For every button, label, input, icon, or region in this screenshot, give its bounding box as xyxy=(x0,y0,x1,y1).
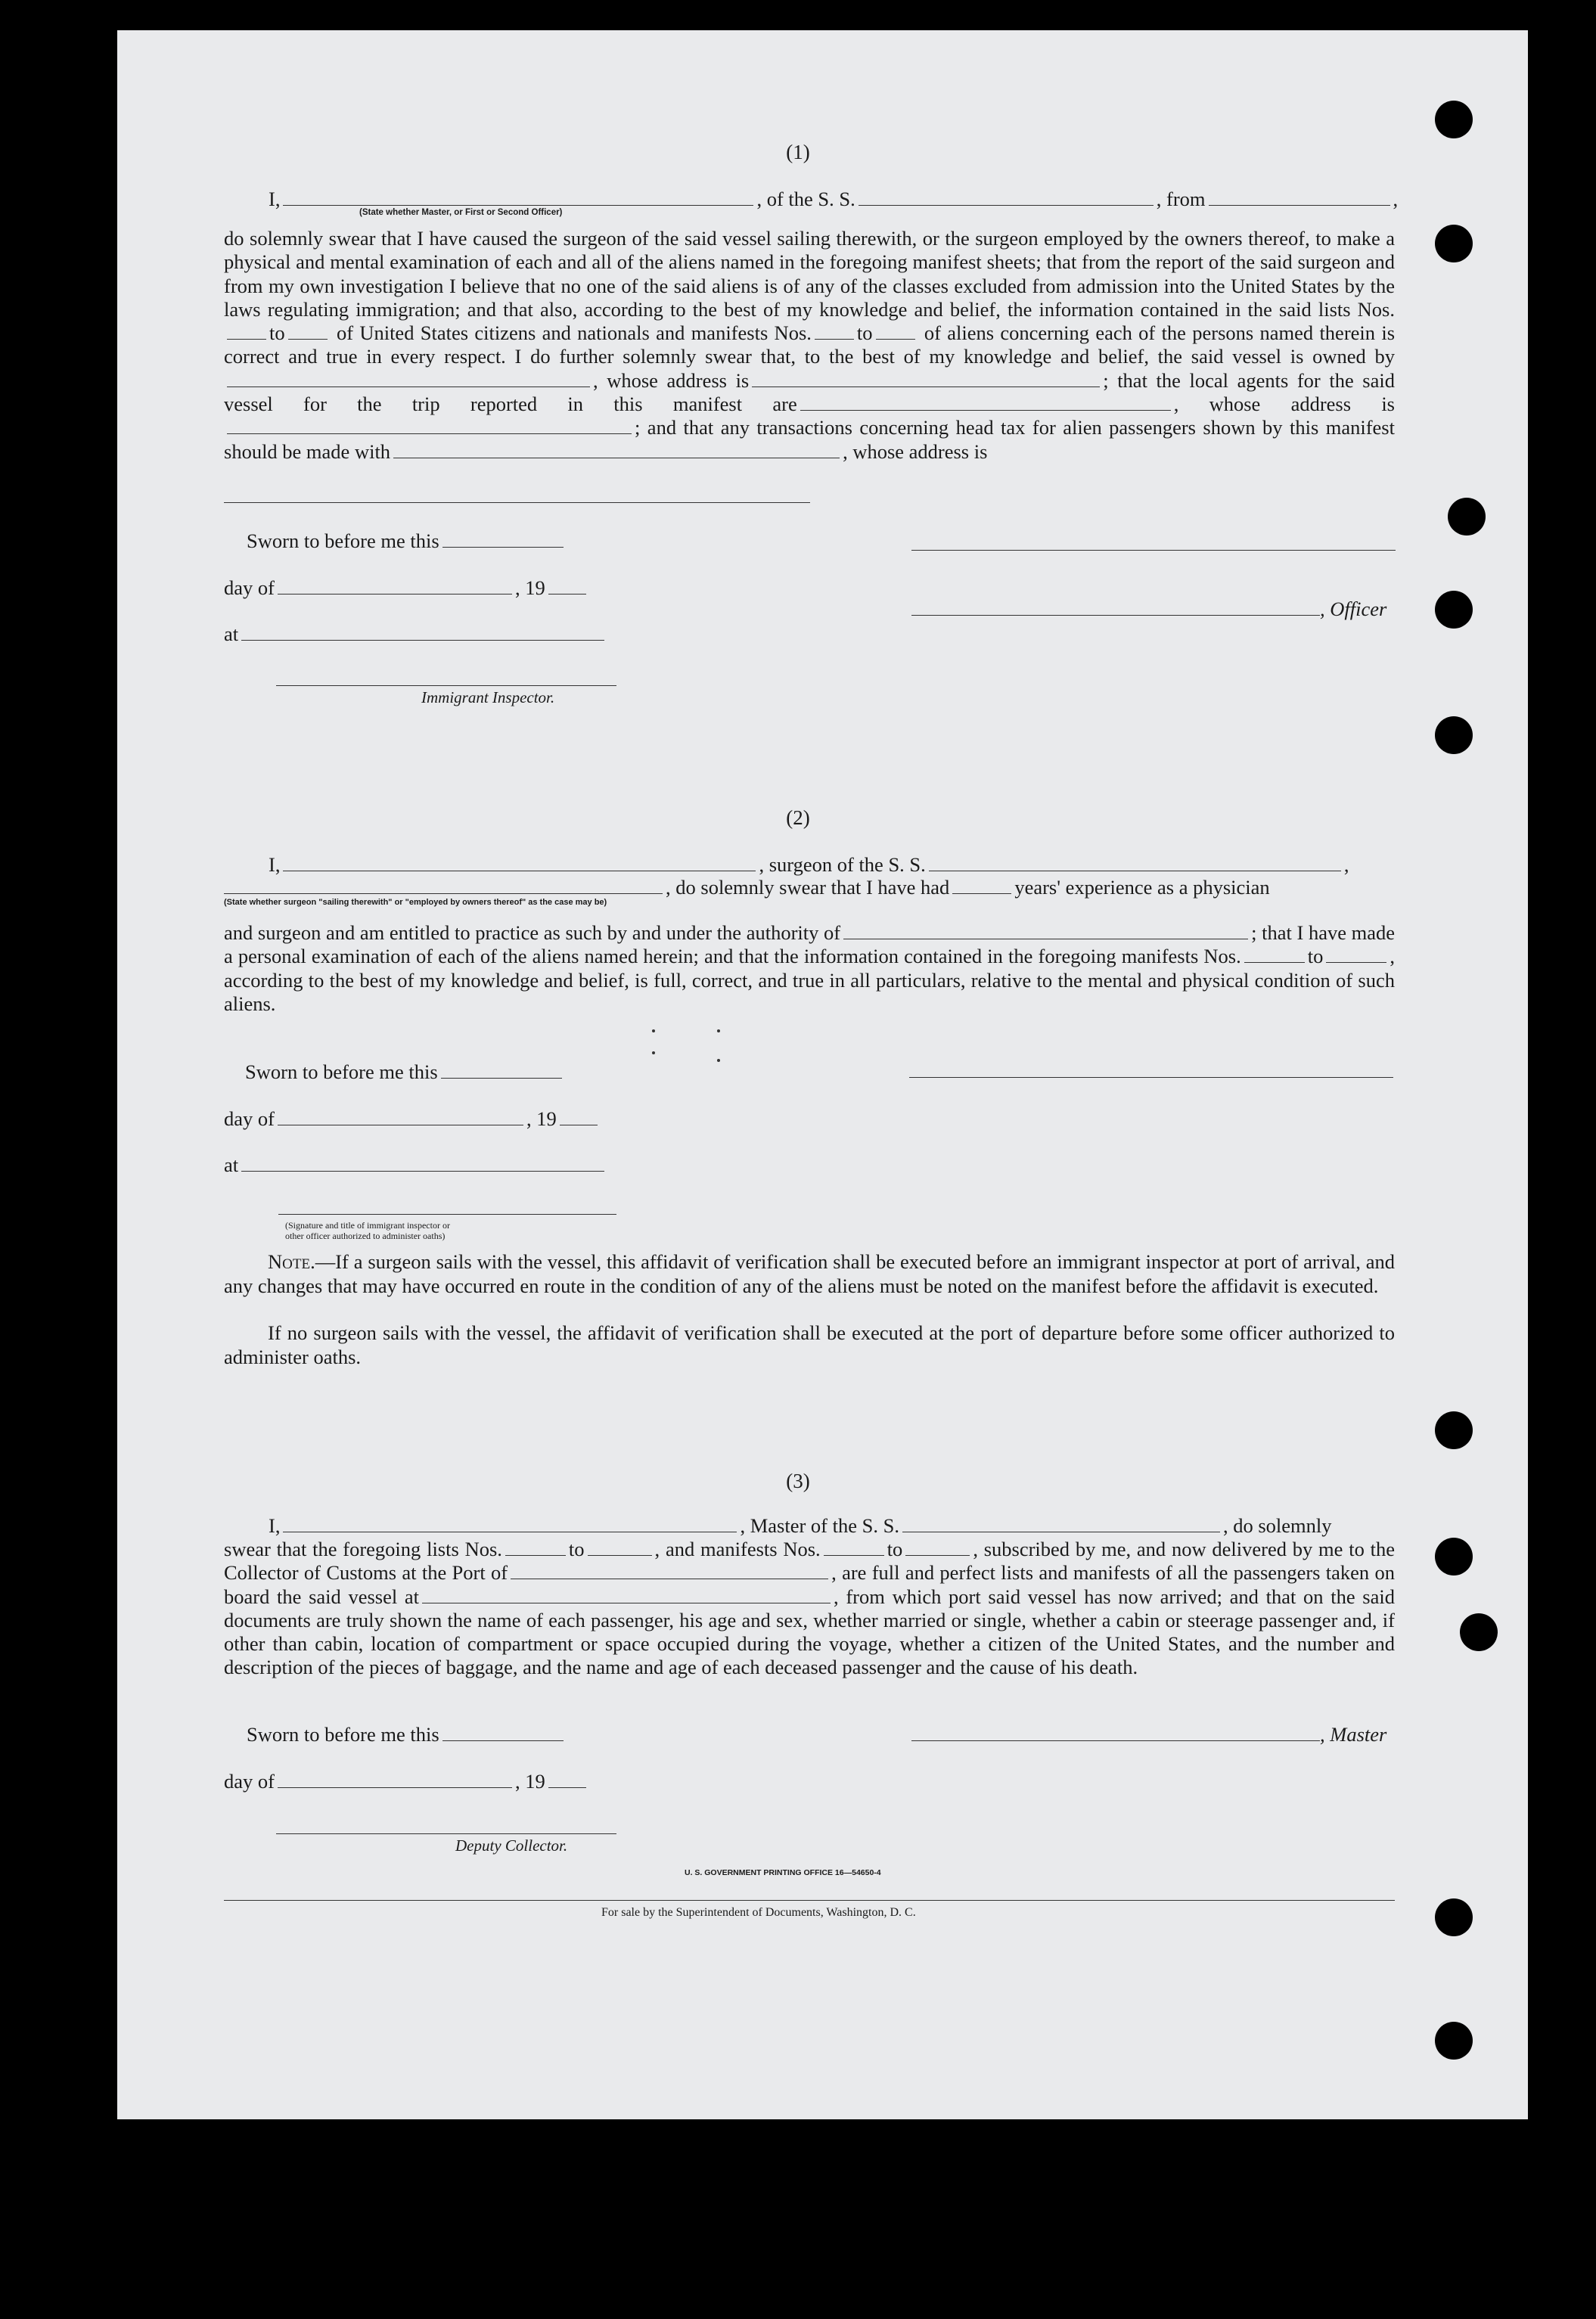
s3-deputy-caption: Deputy Collector. xyxy=(455,1836,568,1855)
s2-surgeon-name-blank[interactable] xyxy=(283,855,756,871)
binder-hole xyxy=(1460,1613,1498,1651)
s1-from-label: , from xyxy=(1156,188,1206,210)
s3-manifests-from-blank[interactable] xyxy=(824,1540,884,1556)
s2-surgeon-type-blank[interactable] xyxy=(224,878,663,894)
s1-day-label: day of xyxy=(224,576,275,599)
s1-from-port-blank[interactable] xyxy=(1209,190,1390,206)
s2-surgeon-signature-line[interactable] xyxy=(909,1077,1393,1078)
s1-inspector-caption: Immigrant Inspector. xyxy=(421,688,555,706)
s1-officer-signature-line-2[interactable] xyxy=(911,600,1320,616)
s1-to-label: to xyxy=(856,321,873,345)
s3-body-text: , and manifests Nos. xyxy=(654,1538,821,1560)
s2-note-1 xyxy=(224,1250,1395,1298)
s2-signature-note-1: (Signature and title of immigrant inspector or xyxy=(285,1220,450,1231)
s1-officer-signature-line-1[interactable] xyxy=(911,550,1396,551)
s3-lists-from-blank[interactable] xyxy=(505,1540,566,1556)
s3-year-blank[interactable] xyxy=(548,1772,586,1788)
s1-owner-address-blank[interactable] xyxy=(752,371,1100,387)
s2-manifests-to-blank[interactable] xyxy=(1326,947,1386,963)
s1-day-row xyxy=(224,576,589,600)
s3-port-blank[interactable] xyxy=(511,1563,828,1579)
s2-opening-line xyxy=(269,853,1349,877)
s3-master-signature-line[interactable] xyxy=(911,1725,1320,1741)
s2-years-label: years' experience as a physician xyxy=(1014,876,1270,899)
note-label: Note. xyxy=(268,1250,315,1273)
s2-day-label: day of xyxy=(224,1107,275,1130)
s1-at-row xyxy=(224,622,607,646)
s1-sworn-label: Sworn to before me this xyxy=(247,529,439,552)
stray-mark xyxy=(652,1029,655,1032)
s1-manifests-to-blank[interactable] xyxy=(876,324,915,340)
s3-opening-line xyxy=(269,1514,1332,1538)
s1-inspector-signature-line[interactable] xyxy=(276,685,616,686)
s3-master-row xyxy=(911,1723,1386,1746)
s1-lists-to-blank[interactable] xyxy=(288,324,328,340)
s1-body-text: of United States citizens and nationals and manifests Nos. xyxy=(336,321,812,345)
s3-body-text: , from which port said vessel has now arrived; and that on the said documents are truly shown the name of each passenger, his age and sex, whether married or single, whether a cabin or steerage passenger and, if other than cabin, location of compartment or space occupied during the voyage, whether a citizen of the United States, and the number and description of the pieces of baggage, and the name and age of each deceased passenger and the cause of his death. xyxy=(224,1585,1395,1679)
note-text: —If a surgeon sails with the vessel, this affidavit of verification shall be executed before an immigrant inspector at port of arrival, and any changes that may have occurred en route in the condition of any of the aliens must be noted on the manifest before the affidavit is executed. xyxy=(224,1250,1395,1297)
s1-lists-from-blank[interactable] xyxy=(227,324,266,340)
binder-hole xyxy=(1448,498,1486,536)
s3-ship-name-blank[interactable] xyxy=(902,1517,1220,1532)
binder-hole xyxy=(1435,716,1473,754)
s1-at-place-blank[interactable] xyxy=(241,625,604,641)
s1-body-text: , whose address is xyxy=(593,368,750,392)
s1-agents-address-blank[interactable] xyxy=(227,418,632,434)
s3-sworn-label: Sworn to before me this xyxy=(247,1723,439,1746)
s2-body-text: ; that I have made a personal examination of each of the aliens named herein; and that the information contained in the foregoing manifests Nos. xyxy=(224,921,1395,968)
s2-line-end: , xyxy=(1343,853,1349,876)
s1-officer-row xyxy=(911,598,1386,621)
s3-body-text: swear that the foregoing lists Nos. xyxy=(224,1538,502,1560)
s2-body-text: and surgeon and am entitled to practice as such by and under the authority of xyxy=(224,921,841,944)
binder-hole xyxy=(1435,1538,1473,1575)
s2-year-label: , 19 xyxy=(526,1107,557,1130)
s1-manifests-from-blank[interactable] xyxy=(815,324,854,340)
s2-ship-label: , surgeon of the S. S. xyxy=(759,853,926,876)
s2-ship-name-blank[interactable] xyxy=(929,855,1341,871)
binder-hole xyxy=(1435,1411,1473,1449)
s2-second-line xyxy=(224,876,1270,899)
binder-hole xyxy=(1435,2022,1473,2060)
footer-rule xyxy=(224,1900,1395,1901)
s3-master-name-blank[interactable] xyxy=(283,1517,737,1532)
stray-mark xyxy=(717,1029,720,1032)
binder-hole xyxy=(1435,225,1473,262)
s1-line-end: , xyxy=(1393,188,1399,210)
s1-year-blank[interactable] xyxy=(548,579,586,594)
stray-mark xyxy=(652,1051,655,1054)
s2-swear-label: , do solemnly swear that I have had xyxy=(666,876,950,899)
s3-to-label: to xyxy=(568,1538,585,1560)
binder-hole xyxy=(1435,101,1473,138)
binder-hole xyxy=(1435,591,1473,629)
s2-authority-blank[interactable] xyxy=(843,924,1248,939)
s2-i: I, xyxy=(269,853,281,876)
s3-sworn-date-blank[interactable] xyxy=(442,1725,564,1741)
section-3-number: (3) xyxy=(786,1470,810,1492)
s3-to-label: to xyxy=(886,1538,903,1560)
s2-to-label: to xyxy=(1307,945,1324,968)
s1-year-label: , 19 xyxy=(514,576,545,599)
s1-body-text: ; and that any transactions concerning head tax for alien passengers shown by this manifest should be made with xyxy=(224,416,1395,463)
s2-day-row xyxy=(224,1107,601,1131)
s3-day-label: day of xyxy=(224,1770,275,1793)
s1-ship-name-blank[interactable] xyxy=(859,190,1154,206)
s1-headtax-address-blank[interactable] xyxy=(224,502,810,503)
s3-embark-port-blank[interactable] xyxy=(422,1588,831,1603)
s2-inspector-signature-line[interactable] xyxy=(278,1214,616,1215)
section-1-number: (1) xyxy=(786,141,810,163)
s3-master-label: , Master xyxy=(1320,1723,1387,1746)
s3-lists-to-blank[interactable] xyxy=(588,1540,652,1556)
s3-month-blank[interactable] xyxy=(278,1772,512,1788)
s2-sworn-label: Sworn to before me this xyxy=(245,1060,438,1083)
s3-collector-signature-line[interactable] xyxy=(276,1833,616,1834)
footer-printing-office: U. S. GOVERNMENT PRINTING OFFICE 16—54650-4 xyxy=(685,1868,881,1877)
s3-manifests-to-blank[interactable] xyxy=(905,1540,970,1556)
s1-body-text: of aliens concerning each of the persons named therein is correct and true in every respect. I do further solemnly swear that, to the best of my knowledge and belief, the said vessel is owned by xyxy=(224,321,1396,368)
s1-month-blank[interactable] xyxy=(278,579,512,594)
s2-at-label: at xyxy=(224,1153,239,1176)
s3-i: I, xyxy=(269,1514,281,1537)
s2-manifests-from-blank[interactable] xyxy=(1244,947,1305,963)
s2-at-place-blank[interactable] xyxy=(241,1156,604,1172)
s2-surgeon-note: (State whether surgeon "sailing therewith" or "employed by owners thereof" as the case may be) xyxy=(224,898,607,907)
section-2-number: (2) xyxy=(786,806,810,829)
s3-year-label: , 19 xyxy=(514,1770,545,1793)
s1-officer-name-blank[interactable] xyxy=(283,190,753,206)
stray-mark xyxy=(717,1059,720,1062)
s1-officer-label: , Officer xyxy=(1320,598,1387,620)
s1-headtax-blank[interactable] xyxy=(393,442,840,458)
s1-to-label: to xyxy=(269,321,285,345)
s3-solemnly-label: , do solemnly xyxy=(1222,1514,1332,1537)
s2-body xyxy=(224,921,1395,1016)
s1-ship-label: , of the S. S. xyxy=(756,188,855,210)
s1-owner-blank[interactable] xyxy=(227,371,590,387)
s2-month-blank[interactable] xyxy=(278,1110,523,1125)
footer-sale-note: For sale by the Superintendent of Documents, Washington, D. C. xyxy=(601,1906,916,1919)
s1-body-text: , whose address is xyxy=(843,439,988,463)
s1-body-text: , whose address is xyxy=(1173,393,1395,416)
s1-sworn-date-blank[interactable] xyxy=(442,532,564,548)
s1-body xyxy=(224,227,1395,464)
s2-years-blank[interactable] xyxy=(952,878,1011,894)
s3-sworn-row xyxy=(247,1723,567,1746)
s1-body-text: do solemnly swear that I have caused the surgeon of the said vessel sailing therewith, or the surgeon employed by the owners thereof, to make a physical and mental examination of each and all of the aliens named in the foregoing manifest sheets; that from the report of the said surgeon and from my own investigation I believe that no one of the said aliens is of any of the classes excluded from admission into the United States by the laws regulating immigration; and that also, according to the best of my knowledge and belief, the information contained in the said lists Nos. xyxy=(224,227,1395,321)
s2-sworn-date-blank[interactable] xyxy=(441,1063,562,1079)
s1-sworn-row xyxy=(247,529,567,553)
s3-body-text: , subscribed by me, and now delivered by me to the Collector of Customs at the Port of xyxy=(224,1538,1395,1585)
s1-officer-note: (State whether Master, or First or Second Officer) xyxy=(359,208,563,217)
s2-at-row xyxy=(224,1153,607,1177)
s1-i: I, xyxy=(269,188,281,210)
binder-hole xyxy=(1435,1898,1473,1936)
s3-ship-label: , Master of the S. S. xyxy=(740,1514,899,1537)
s2-note-2 xyxy=(224,1321,1395,1369)
s3-body-text: , are full and perfect lists and manifests of all the passengers taken on board the said vessel at xyxy=(224,1561,1395,1608)
s2-sworn-row xyxy=(245,1060,565,1084)
s2-body-text: , according to the best of my knowledge and belief, is full, correct, and true in all particulars, relative to the mental and physical condition of such aliens. xyxy=(224,945,1395,1015)
s1-agents-blank[interactable] xyxy=(800,395,1171,411)
s1-at-label: at xyxy=(224,622,239,645)
note-text: If no surgeon sails with the vessel, the affidavit of verification shall be executed at the port of departure before some officer authorized to administer oaths. xyxy=(224,1321,1395,1368)
s2-year-blank[interactable] xyxy=(560,1110,598,1125)
s3-body xyxy=(224,1538,1395,1680)
s3-day-row xyxy=(224,1770,589,1793)
s2-signature-note-2: other officer authorized to administer oaths) xyxy=(285,1231,446,1241)
s1-body-text: ; that the local agents for the said vessel for the trip reported in this manifest are xyxy=(224,368,1395,416)
